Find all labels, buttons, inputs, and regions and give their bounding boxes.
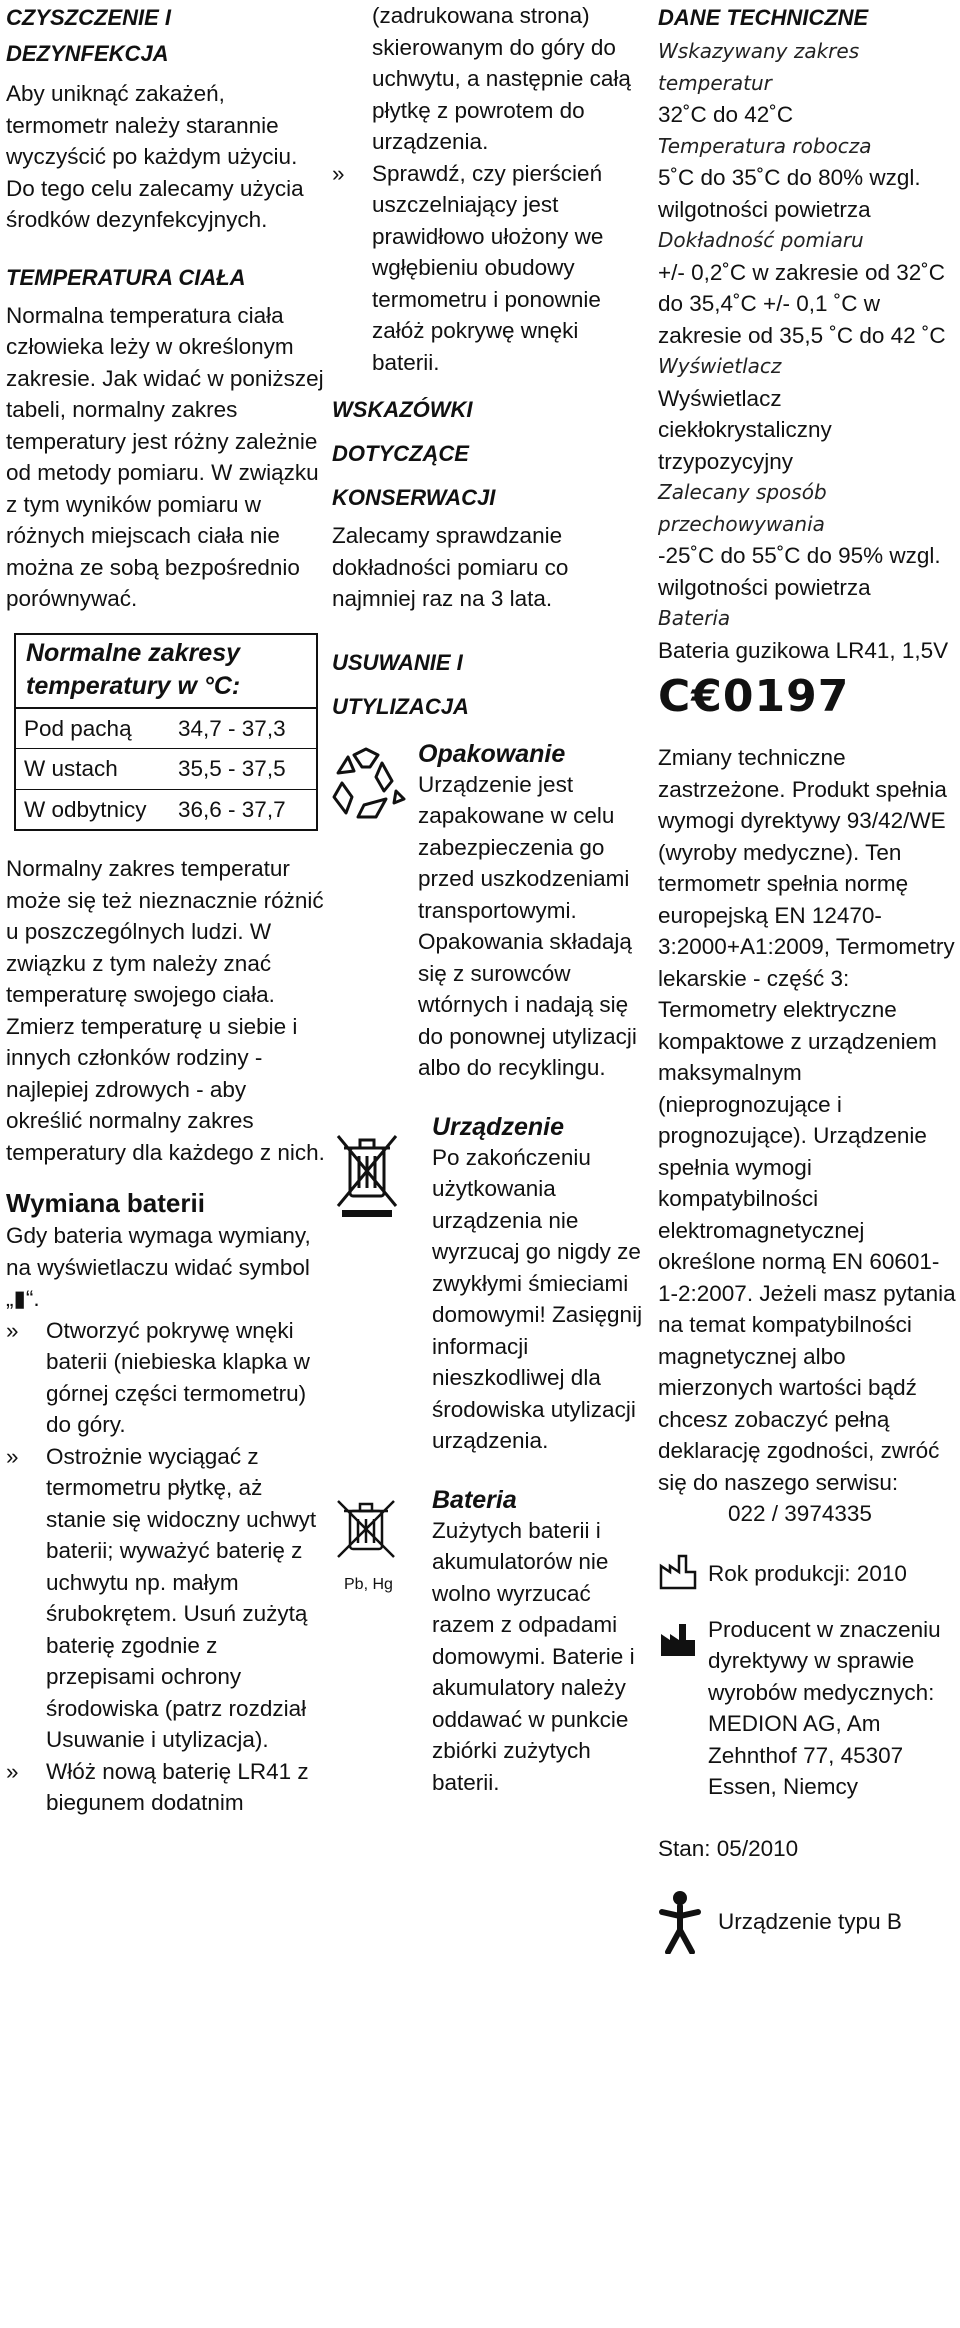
table-row xyxy=(16,748,316,789)
factory-icon xyxy=(658,1552,698,1597)
column-right xyxy=(658,0,958,1960)
tech-heading: DANE TECHNICZNE xyxy=(658,5,869,30)
device-type: Urządzenie typu B xyxy=(718,1909,902,1934)
battery-title: Bateria xyxy=(432,1485,517,1514)
producer-text: Producent w znaczeniu dyrektywy w sprawie wyrobów medycznych: MEDION AG, Am Zehnthof 77, 45307 Essen, Niemcy xyxy=(708,1616,941,1799)
table-cell-range: 35,5 - 37,5 xyxy=(178,756,286,781)
table-cell-place: W ustach xyxy=(24,756,118,781)
type-b-person-icon xyxy=(658,1890,702,1959)
spec-label: Temperatura robocza xyxy=(658,133,872,158)
column-left xyxy=(6,0,328,1819)
packaging-title: Opakowanie xyxy=(418,739,566,768)
spec-label: Bateria xyxy=(658,606,731,630)
continuation-text: (zadrukowana strona) skierowanym do góry do uchwytu, a następnie całą płytkę z powrotem do urządzenia. xyxy=(372,3,631,154)
spec-value: Bateria guzikowa LR41, 1,5V xyxy=(658,637,949,663)
battery-steps xyxy=(6,1315,328,1819)
battery-icon-label: Pb, Hg xyxy=(344,1575,393,1593)
battery-intro: Gdy bateria wymaga wymiany, na wyświetlaczu widać symbol „▮“. xyxy=(6,1223,311,1311)
device-title: Urządzenie xyxy=(432,1112,564,1141)
range-text: Normalny zakres temperatur może się też nieznacznie różnić u poszczególnych ludzi. W związku z tym należy znać temperaturę swojego ciała. Zmierz temperaturę u siebie i innych członków rodziny - najlepiej zdrowych - aby określić normalny zakres temperatury dla każdego z nich. xyxy=(6,856,325,1165)
compliance-notes: Zmiany techniczne zastrzeżone. Produkt spełnia wymogi dyrektywy 93/42/WE (wyroby medyczne). Ten termometr spełnia normę europejską EN 12470-3:2000+A1:2009, Termometry lekarskie - część 3: Termometry elektryczne kompaktowe z urządzeniem maksymalnym (nieprognozujące i prognozujące). Urządzenie spełnia wymogi kompatybilności elektromagnetycznej określone normą EN 60601-1-2:2007. Jeżeli masz pytania na temat kompatybilności magnetycznej albo mierzonych wartości bądź chcesz zobaczyć pełną deklarację zgodności, zwróć się do naszego serwisu: xyxy=(658,745,956,1495)
spec-value: Wyświetlacz ciekłokrystaliczny trzypozycyjny xyxy=(658,385,832,474)
cleaning-text: Aby uniknąć zakażeń, termometr należy starannie wyczyścić po każdym użyciu. Do tego celu zalecamy użycia środków dezynfekcyjnych. xyxy=(6,81,304,232)
battery-steps-continued xyxy=(332,158,650,379)
service-phone: 022 / 3974335 xyxy=(728,1501,872,1526)
spec-value: +/- 0,2˚C w zakresie od 32˚C do 35,4˚C +/- 0,1 ˚C w zakresie od 35,5 ˚C do 42 ˚C xyxy=(658,259,946,348)
temperature-text: Normalna temperatura ciała człowieka leży w określonym zakresie. Jak widać w poniższej tabeli, normalny zakres temperatury jest różny zależnie od metody pomiaru. W związku z tym wyników pomiaru w różnych miejscach ciała nie można ze sobą bezpośrednio porównywać. xyxy=(6,302,324,611)
spec-value: 5˚C do 35˚C do 80% wzgl. wilgotności powietrza xyxy=(658,165,921,222)
temperature-table xyxy=(14,633,318,832)
device-disposal-block xyxy=(332,1112,650,1457)
recycle-icon xyxy=(324,743,408,832)
battery-text: Zużytych baterii i akumulatorów nie wolno wyrzucać razem z odpadami domowymi. Baterie i akumulatory należy oddawać w punkcie zbiórki zużytych baterii. xyxy=(432,1517,635,1795)
producer-block xyxy=(658,1614,958,1803)
battery-heading: Wymiana baterii xyxy=(6,1188,205,1218)
maintenance-heading: WSKAZÓWKI DOTYCZĄCE KONSERWACJI xyxy=(332,397,496,510)
battery-bin-icon xyxy=(332,1495,402,1594)
ce-mark: C€0197 xyxy=(658,671,850,722)
spec-label: Wyświetlacz xyxy=(658,354,782,378)
list-item: » Sprawdź, czy pierścień uszczelniający jest prawidłowo ułożony we wgłębieniu obudowy termometru i ponownie załóż pokrywę wnęki baterii. xyxy=(332,158,650,379)
table-cell-range: 34,7 - 37,3 xyxy=(178,715,286,741)
table-row xyxy=(16,789,316,830)
table-cell-range: 36,6 - 37,7 xyxy=(178,796,286,822)
cleaning-heading: CZYSZCZENIE I DEZYNFEKCJA xyxy=(6,5,172,66)
device-type-block xyxy=(658,1890,958,1960)
table-cell-place: W odbytnicy xyxy=(24,796,147,822)
spec-value: -25˚C do 55˚C do 95% wzgl. wilgotności powietrza xyxy=(658,543,941,600)
document-status: Stan: 05/2010 xyxy=(658,1835,799,1861)
packaging-block xyxy=(332,739,650,1084)
temperature-heading: TEMPERATURA CIAŁA xyxy=(6,264,246,290)
production-year-block xyxy=(658,1548,958,1600)
maintenance-text: Zalecamy sprawdzanie dokładności pomiaru co najmniej raz na 3 lata. xyxy=(332,523,569,611)
list-item: » Ostrożnie wyciągać z termometru płytkę, aż stanie się widoczny uchwyt baterii; wyważyć baterię z uchwytu np. małym śrubokrętem. Usuń zużytą baterię zgodnie z przepisami ochrony środowiska (patrz rozdział Usuwanie i utylizacja). xyxy=(6,1441,328,1756)
table-row xyxy=(16,709,316,749)
production-year: Rok produkcji: 2010 xyxy=(708,1560,907,1586)
battery-disposal-block xyxy=(332,1485,650,1799)
list-item: » Otworzyć pokrywę wnęki baterii (niebieska klapka w górnej części termometru) do góry. xyxy=(6,1315,328,1441)
column-middle xyxy=(332,0,650,1798)
crossed-bin-icon xyxy=(332,1126,402,1223)
manufacturer-icon xyxy=(658,1620,698,1665)
table-title: Normalne zakresy temperatury w °C: xyxy=(16,635,316,709)
spec-label: Zalecany sposób przechowywania xyxy=(658,480,827,536)
spec-label: Dokładność pomiaru xyxy=(658,228,864,252)
packaging-text: Urządzenie jest zapakowane w celu zabezpieczenia go przed uszkodzeniami transportowymi. Opakowania składają się z surowców wtórnych i nadają się do ponownej utylizacji albo do recyklingu. xyxy=(418,771,637,1080)
device-text: Po zakończeniu użytkowania urządzenia nie wyrzucaj go nigdy ze zwykłymi śmieciami domowymi! Zasięgnij informacji nieszkodliwej dla środowiska utylizacji urządzenia. xyxy=(432,1144,643,1453)
spec-value: 32˚C do 42˚C xyxy=(658,102,794,127)
list-item: » Włóż nową baterię LR41 z biegunem dodatnim xyxy=(6,1756,328,1819)
table-cell-place: Pod pachą xyxy=(24,715,132,741)
disposal-heading: USUWANIE I UTYLIZACJA xyxy=(332,649,469,719)
spec-label: Wskazywany zakres temperatur xyxy=(658,39,860,95)
